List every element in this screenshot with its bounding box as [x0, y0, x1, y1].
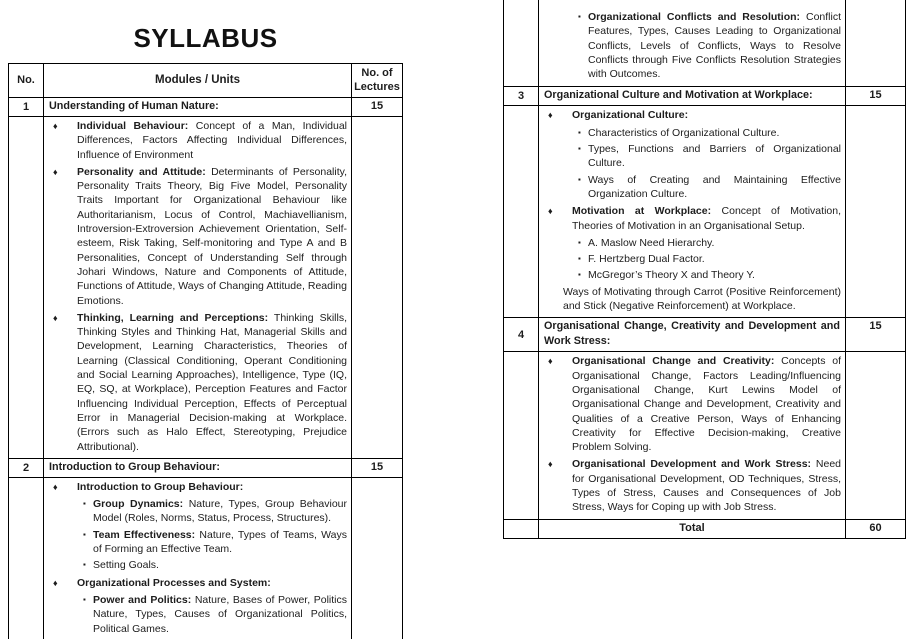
bullet-item — [44, 480, 347, 494]
item-text — [93, 497, 347, 526]
bullet-item — [539, 108, 841, 122]
item-lead: Team Effectiveness: — [93, 528, 196, 541]
item-lead: Organisational Development and Work Stress: — [572, 458, 812, 471]
item-text — [93, 593, 347, 636]
table-row — [9, 98, 402, 117]
bullet-item — [44, 165, 347, 308]
cell-modules — [539, 318, 846, 351]
total-row — [504, 520, 905, 539]
cell-modules — [44, 64, 352, 97]
cell-no — [9, 117, 44, 458]
table-row — [504, 352, 905, 519]
item-rest: Need for Organisational Development, OD Techniques, Stress, Types of Stress, Causes and Consequences of Job Stress, Ways for Coping up with Job Stress. — [572, 458, 841, 514]
bullet-item — [44, 558, 347, 572]
bullet-item — [539, 173, 841, 202]
cell-lectures — [352, 117, 402, 458]
cell-modules — [44, 459, 352, 477]
square-bullet-icon: ▪ — [578, 254, 581, 264]
item-lead: Organizational Culture: — [572, 109, 689, 122]
square-bullet-icon: ▪ — [578, 174, 581, 184]
item-rest: F. Hertzberg Dual Factor. — [588, 253, 705, 266]
cell-no — [504, 520, 539, 538]
bullet-item — [44, 311, 347, 454]
square-bullet-icon: ▪ — [578, 237, 581, 247]
bullet-item — [539, 126, 841, 140]
cell-modules — [44, 478, 352, 639]
bullet-item — [539, 142, 841, 171]
diamond-bullet-icon: ♦ — [53, 577, 58, 588]
diamond-bullet-icon: ♦ — [548, 110, 553, 121]
diamond-bullet-icon: ♦ — [53, 312, 58, 323]
column-header-modules: Modules / Units — [155, 74, 240, 87]
cell-lectures — [352, 64, 402, 97]
module-number: 1 — [22, 100, 30, 113]
item-text — [77, 576, 347, 590]
bullet-item — [539, 236, 841, 250]
table-row — [504, 0, 905, 87]
syllabus-table-right — [503, 0, 906, 539]
cell-no — [9, 64, 44, 97]
item-text — [77, 119, 347, 162]
cell-lectures — [352, 478, 402, 639]
item-rest: Concepts of Organisational Change, Factors Leading/Influencing Organisational Change, Kurt Lewins Model of Organisational Change and Development, Creativity and Qualities of a Creative Person, Ways of Enhancing Creativity for Effective Decision-making, Creative Problem Solving. — [572, 355, 841, 454]
bullet-item — [44, 593, 347, 636]
item-rest: Conflict Features, Types, Causes Leading to Organizational Conflicts, Levels of Conflicts, Ways to Resolve Conflicts through Five Conflicts Resolution Strategies with Outcomes. — [588, 11, 841, 81]
module-title: Organisational Change, Creativity and Development and Work Stress: — [544, 320, 840, 348]
cell-no — [504, 0, 539, 86]
total-value: 60 — [869, 521, 882, 534]
page-title: SYLLABUS — [133, 23, 278, 53]
module-title: Organizational Culture and Motivation at Workplace: — [544, 89, 813, 102]
cell-lectures — [846, 87, 905, 105]
cell-no — [504, 352, 539, 518]
item-text — [572, 457, 841, 514]
column-header-no: No. — [17, 74, 35, 87]
bullet-item — [539, 204, 841, 233]
item-text — [588, 10, 841, 81]
table-row — [9, 478, 402, 639]
item-text — [572, 204, 841, 233]
item-lead: Personality and Attitude: — [77, 165, 206, 178]
item-lead: Introduction to Group Behaviour: — [77, 480, 244, 493]
module-number: 2 — [22, 461, 30, 474]
item-rest: Nature, Types, Group Behaviour Model (Roles, Norms, Status, Process, Structures). — [93, 498, 348, 525]
paragraph-item — [539, 285, 841, 314]
diamond-bullet-icon: ♦ — [53, 481, 58, 492]
cell-modules — [44, 98, 352, 116]
table-row — [9, 459, 402, 478]
cell-modules — [44, 117, 352, 458]
item-rest: A. Maslow Need Hierarchy. — [588, 236, 715, 249]
square-bullet-icon: ▪ — [83, 499, 86, 509]
item-text — [563, 285, 841, 314]
bullet-item — [44, 576, 347, 590]
diamond-bullet-icon: ♦ — [53, 121, 58, 131]
syllabus-table-left — [8, 63, 403, 639]
diamond-bullet-icon: ♦ — [548, 206, 553, 217]
cell-lectures — [352, 98, 402, 116]
square-bullet-icon: ▪ — [83, 560, 86, 570]
header-row — [9, 64, 402, 98]
bullet-item — [539, 10, 841, 81]
cell-lectures — [846, 106, 905, 317]
item-text — [588, 126, 841, 140]
left-column — [8, 0, 403, 639]
item-lead: Organizational Processes and System: — [77, 576, 271, 589]
item-lead: Organisational Change and Creativity: — [572, 355, 775, 368]
cell-no — [504, 318, 539, 351]
cell-modules — [539, 87, 846, 105]
lecture-count: 15 — [370, 460, 384, 473]
item-rest: Ways of Motivating through Carrot (Positive Reinforcement) and Stick (Negative Reinforcement) at Workplace. — [563, 285, 841, 313]
item-rest: McGregor’s Theory X and Theory Y. — [588, 269, 755, 282]
bullet-item — [539, 457, 841, 514]
bullet-item — [539, 354, 841, 454]
module-title: Understanding of Human Nature: — [49, 100, 219, 112]
item-rest: Thinking Skills, Thinking Styles and Thinking Hat, Managerial Skills and Development, Learning Characteristics, Theories of Learning (Classical Conditioning, Operant Conditioning and Social Learning Approaches), Intelligence, Type (IQ, EQ, SQ, at Workplace), Perception Features and Factor Influencing Individual Perception, Effects of Perceptual Error in Managerial Decision-making at Workplace. (Errors such as Halo Effect, Stereotyping, Prejudice Attributional). — [77, 311, 347, 453]
item-text — [588, 236, 841, 250]
total-label: Total — [679, 522, 705, 535]
cell-lectures — [846, 520, 905, 538]
item-text — [93, 528, 347, 557]
item-text — [93, 558, 347, 572]
cell-modules — [539, 520, 846, 538]
cell-modules — [539, 352, 846, 518]
lecture-count: 15 — [370, 100, 384, 112]
square-bullet-icon: ▪ — [578, 144, 581, 154]
bullet-item — [539, 252, 841, 266]
bullet-item — [44, 528, 347, 557]
diamond-bullet-icon: ♦ — [548, 356, 553, 367]
lecture-count: 15 — [869, 320, 882, 333]
cell-modules — [539, 0, 846, 86]
item-lead: Power and Politics: — [93, 593, 192, 606]
cell-no — [9, 478, 44, 639]
item-text — [77, 311, 347, 454]
cell-no — [504, 87, 539, 105]
cell-no — [9, 98, 44, 116]
bullet-item — [44, 119, 347, 162]
item-rest: Concept of Motivation, Theories of Motivation in an Organisational Setup. — [572, 205, 841, 232]
item-rest: Nature, Types of Teams, Ways of Forming an Effective Team. — [93, 528, 348, 556]
diamond-bullet-icon: ♦ — [53, 166, 58, 177]
item-text — [77, 480, 347, 494]
table-row — [504, 318, 905, 352]
square-bullet-icon: ▪ — [578, 127, 581, 137]
diamond-bullet-icon: ♦ — [548, 459, 553, 470]
item-rest: Types, Functions and Barriers of Organizational Culture. — [588, 143, 841, 170]
item-lead: Motivation at Workplace: — [572, 205, 712, 218]
item-lead: Organizational Conflicts and Resolution: — [588, 11, 801, 23]
item-text — [572, 354, 841, 454]
table-row — [504, 106, 905, 318]
item-rest: Nature, Bases of Power, Politics Nature, Types, Causes of Organizational Politics, Political Games. — [93, 593, 347, 635]
item-rest: Ways of Creating and Maintaining Effective Organization Culture. — [588, 173, 841, 200]
module-title: Introduction to Group Behaviour: — [49, 460, 220, 473]
item-text — [588, 142, 841, 171]
item-lead: Group Dynamics: — [93, 498, 184, 511]
item-rest: Determinants of Personality, Personality Traits Theory, Big Five Model, Personality Traits Important for Organizational Behaviour like Authoritarianism, Locus of Control, Machiavellianism, Introversion-Extroversion Achievement Orientation, Self-esteem, Risk Taking, Self-monitoring and Type A and B Personalities, Concept of Understanding Self through Johari Windows, Nature and Components of Attitude, Functions of Attitude, Ways of Changing Attitude, Reading Emotions. — [77, 165, 348, 307]
bullet-item — [44, 497, 347, 526]
cell-lectures — [846, 318, 905, 351]
cell-lectures — [352, 459, 402, 477]
item-rest: Concept of a Man, Individual Differences, Factors Affecting Individual Differences, Influence of Environment — [77, 120, 348, 161]
square-bullet-icon: ▪ — [83, 594, 86, 604]
item-lead: Individual Behaviour: — [77, 120, 189, 132]
module-number: 4 — [517, 328, 525, 341]
cell-modules — [539, 106, 846, 317]
square-bullet-icon: ▪ — [578, 270, 581, 280]
square-bullet-icon: ▪ — [83, 529, 86, 539]
item-text — [588, 252, 841, 266]
lecture-count: 15 — [869, 89, 882, 102]
module-number: 3 — [517, 90, 525, 103]
item-text — [588, 268, 841, 282]
item-rest: Setting Goals. — [93, 559, 159, 572]
item-text — [588, 173, 841, 202]
item-text — [77, 165, 347, 308]
cell-no — [504, 106, 539, 317]
bullet-item — [539, 268, 841, 282]
cell-lectures — [846, 352, 905, 518]
item-rest: Characteristics of Organizational Culture. — [588, 126, 780, 139]
column-header-lectures: No. of Lectures — [354, 67, 400, 93]
table-row — [9, 117, 402, 459]
right-column — [503, 0, 906, 539]
table-row — [504, 87, 905, 106]
cell-no — [9, 459, 44, 477]
item-text — [572, 108, 841, 122]
item-lead: Thinking, Learning and Perceptions: — [77, 311, 269, 324]
square-bullet-icon: ▪ — [578, 12, 581, 21]
cell-lectures — [846, 0, 905, 86]
